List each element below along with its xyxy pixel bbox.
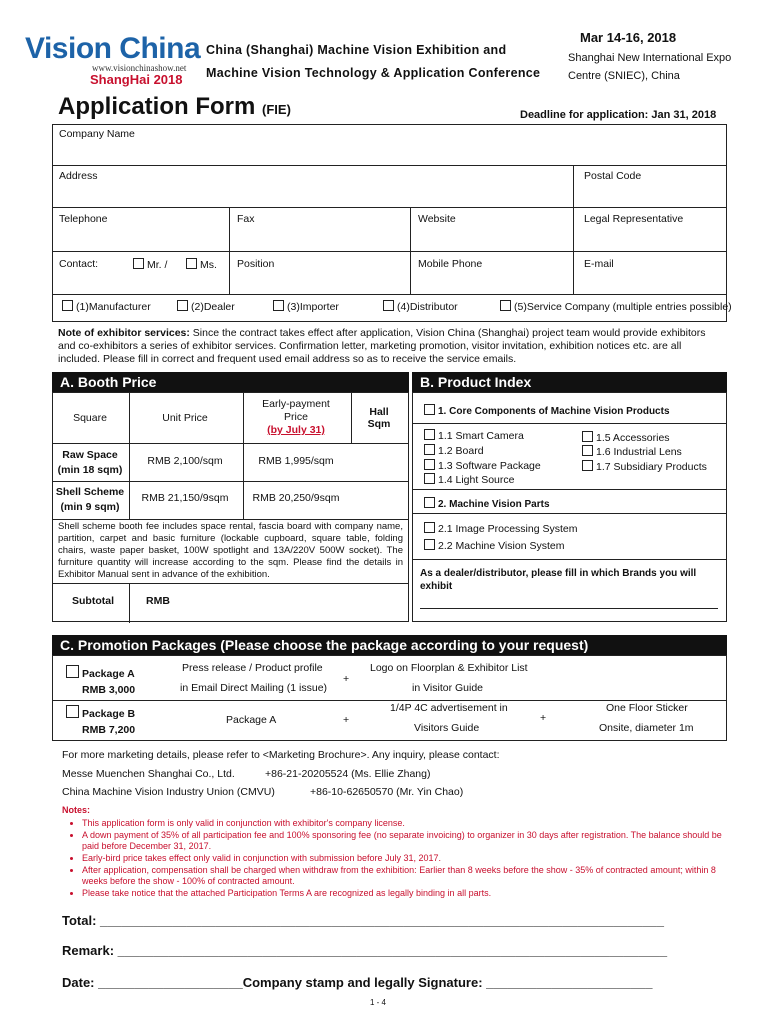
event-title-line2: Machine Vision Technology & Application Conference (206, 66, 541, 80)
organizer-1-phone: +86-21-20205524 (Ms. Ellie Zhang) (265, 768, 431, 780)
page-subtitle: (FIE) (262, 102, 291, 117)
package-b-item3-line2: Onsite, diameter 1m (599, 722, 694, 734)
organizer-2: China Machine Vision Industry Union (CMVU) (62, 786, 275, 798)
exhibitor-services-note: Note of exhibitor services: Since the contract takes effect after application, Vision China (Shanghai) project team would provide exhibitors and co-exhibitors a series of exhibitor services. Confirmation letter, marketing promotion, visitor invitation, exhibition notices etc. are all included. Please fill in correct and frequent used email address so as to receive the service emails. (58, 327, 706, 365)
checkbox-icon[interactable] (582, 445, 593, 456)
plus-sign: + (343, 714, 350, 726)
col-square: Square (73, 412, 107, 424)
promotion-packages-header: C. Promotion Packages (Please choose the package according to your request) (52, 635, 727, 655)
remark-field[interactable]: Remark: ____________________________________________________________________________ (62, 943, 668, 958)
shell-unit-price: RMB 21,150/9sqm (141, 492, 229, 504)
raw-space-label: Raw Space (min 18 sqm) (57, 449, 123, 476)
package-a-item2-line2: in Visitor Guide (412, 682, 484, 694)
industrial-lens-checkbox[interactable]: 1.6 Industrial Lens (582, 445, 682, 458)
checkbox-icon[interactable] (582, 460, 593, 471)
legal-rep-field[interactable]: Legal Representative (584, 213, 684, 225)
package-a-price: RMB 3,000 (82, 684, 136, 696)
note-item: • Please take notice that the attached Participation Terms A are recognized as legally binding in all parts. (82, 888, 727, 899)
core-components-checkbox[interactable]: 1. Core Components of Machine Vision Products (424, 404, 670, 417)
organizer-2-phone: +86-10-62650570 (Mr. Yin Chao) (310, 786, 464, 798)
image-processing-checkbox[interactable]: 2.1 Image Processing System (424, 522, 577, 535)
subsidiary-products-checkbox[interactable]: 1.7 Subsidiary Products (582, 460, 707, 473)
deadline: Deadline for application: Jan 31, 2018 (520, 109, 717, 121)
plus-sign: + (343, 673, 350, 685)
event-title-line1: China (Shanghai) Machine Vision Exhibition and (206, 43, 507, 57)
col-hall-sqm: Hall Sqm (367, 406, 391, 430)
checkbox-icon[interactable] (424, 497, 435, 508)
checkbox-icon[interactable] (424, 459, 435, 470)
package-a-item1-line2: in Email Direct Mailing (1 issue) (180, 682, 328, 694)
type-manufacturer[interactable]: (1)Manufacturer (62, 300, 151, 313)
shell-early-price: RMB 20,250/9sqm (252, 492, 340, 504)
light-source-checkbox[interactable]: 1.4 Light Source (424, 473, 514, 486)
subtotal-field[interactable]: RMB (146, 595, 170, 607)
smart-camera-checkbox[interactable]: 1.1 Smart Camera (424, 429, 524, 442)
package-b-item3-line1: One Floor Sticker (606, 702, 688, 714)
subtotal-label: Subtotal (72, 595, 114, 607)
shell-scheme-label: Shell Scheme (min 9 sqm) (55, 486, 125, 513)
logo-url: www.visionchinashow.net (92, 63, 187, 73)
checkbox-icon[interactable] (62, 300, 73, 311)
checkbox-icon[interactable] (500, 300, 511, 311)
col-unit-price: Unit Price (162, 412, 208, 424)
plus-sign: + (540, 712, 547, 724)
product-index-header: B. Product Index (412, 372, 727, 392)
email-field[interactable]: E-mail (584, 258, 614, 270)
type-distributor[interactable]: (4)Distributor (383, 300, 458, 313)
software-package-checkbox[interactable]: 1.3 Software Package (424, 459, 541, 472)
postal-code-field[interactable]: Postal Code (584, 170, 642, 182)
mobile-field[interactable]: Mobile Phone (418, 258, 483, 270)
checkbox-icon[interactable] (424, 539, 435, 550)
package-b-item1: Package A (226, 714, 277, 726)
raw-unit-price: RMB 2,100/sqm (147, 455, 223, 467)
page-number: 1 - 4 (370, 998, 387, 1007)
logo-city: ShangHai 2018 (90, 72, 183, 87)
venue-line2: Centre (SNIEC), China (568, 70, 680, 82)
checkbox-icon[interactable] (66, 705, 79, 718)
notes-section (62, 805, 727, 900)
position-field[interactable]: Position (237, 258, 275, 270)
type-service-company[interactable]: (5)Service Company (multiple entries possible) (500, 300, 732, 313)
note-item: • This application form is only valid in conjunction with exhibitor's company license. (82, 818, 727, 829)
ms-checkbox[interactable]: Ms. (186, 258, 217, 271)
col-early-payment: Early-payment Price (by July 31) (262, 398, 330, 436)
booth-price-header: A. Booth Price (52, 372, 409, 392)
machine-vision-parts-checkbox[interactable]: 2. Machine Vision Parts (424, 497, 550, 510)
package-b-item2-line1: 1/4P 4C advertisement in (390, 702, 508, 714)
website-field[interactable]: Website (418, 213, 456, 225)
board-checkbox[interactable]: 1.2 Board (424, 444, 484, 457)
telephone-field[interactable]: Telephone (59, 213, 108, 225)
organizer-1: Messe Muenchen Shanghai Co., Ltd. (62, 768, 235, 780)
package-a-item1-line1: Press release / Product profile (182, 662, 323, 674)
marketing-details: For more marketing details, please refer to <Marketing Brochure>. Any inquiry, please contact: (62, 749, 500, 761)
package-a-item2-line1: Logo on Floorplan & Exhibitor List (370, 662, 528, 674)
company-name-field[interactable]: Company Name (59, 128, 135, 140)
checkbox-icon[interactable] (424, 522, 435, 533)
type-importer[interactable]: (3)Importer (273, 300, 339, 313)
package-b-price: RMB 7,200 (82, 724, 136, 736)
checkbox-icon[interactable] (383, 300, 394, 311)
note-item: • After application, compensation shall be charged when withdraw from the exhibition: Earlier than 8 weeks before the show - 35% of contracted amount; within 8 weeks before the show - 100% of contracted amount. (82, 865, 727, 887)
checkbox-icon[interactable] (424, 444, 435, 455)
total-field[interactable]: Total: ______________________________________________________________________________ (62, 913, 664, 928)
machine-vision-system-checkbox[interactable]: 2.2 Machine Vision System (424, 539, 564, 552)
page-title: Application Form (FIE) (58, 93, 291, 120)
accessories-checkbox[interactable]: 1.5 Accessories (582, 431, 670, 444)
checkbox-icon[interactable] (424, 473, 435, 484)
package-b-checkbox[interactable]: Package B (66, 705, 135, 720)
note-item: • A down payment of 35% of all participation fee and 100% sponsoring fee (no separate invoicing) to organizer in 30 days after registration. The balance should be paid before December 31, 2017. (82, 830, 727, 852)
checkbox-icon[interactable] (424, 404, 435, 415)
event-date: Mar 14-16, 2018 (580, 30, 677, 45)
address-field[interactable]: Address (59, 170, 98, 182)
raw-early-price: RMB 1,995/sqm (258, 455, 334, 467)
logo: Vision China (25, 32, 201, 65)
checkbox-icon[interactable] (177, 300, 188, 311)
notes-title: Notes: (62, 805, 91, 815)
checkbox-icon[interactable] (424, 429, 435, 440)
checkbox-icon[interactable] (186, 258, 197, 269)
dealer-brands-label: As a dealer/distributor, please fill in which Brands you will exhibit (420, 568, 697, 592)
venue-line1: Shanghai New International Expo (568, 52, 732, 64)
checkbox-icon[interactable] (273, 300, 284, 311)
package-a-checkbox[interactable]: Package A (66, 665, 135, 680)
checkbox-icon[interactable] (66, 665, 79, 678)
type-dealer[interactable]: (2)Dealer (177, 300, 235, 313)
mr-checkbox[interactable]: Mr. / (133, 258, 167, 271)
contact-label: Contact: (59, 258, 99, 270)
fax-field[interactable]: Fax (237, 213, 255, 225)
date-signature-field[interactable]: Date: ____________________Company stamp and legally Signature: _______________________ (62, 975, 653, 990)
checkbox-icon[interactable] (582, 431, 593, 442)
dealer-brands-field[interactable] (420, 608, 718, 609)
note-item: • Early-bird price takes effect only valid in conjunction with submission before July 31, 2017. (82, 853, 727, 864)
checkbox-icon[interactable] (133, 258, 144, 269)
shell-scheme-description: Shell scheme booth fee includes space rental, fascia board with company name, partition, carpet and basic furniture (lockable cupboard, square table, folding chairs, waste paper basket, 100W spotlight and 13A/220V 500W socket). The furniture quantity will increase according to the sqm. Please find the details in Exhibitor Manual sent in advance of the exhibition. (58, 521, 403, 580)
package-b-item2-line2: Visitors Guide (414, 722, 480, 734)
